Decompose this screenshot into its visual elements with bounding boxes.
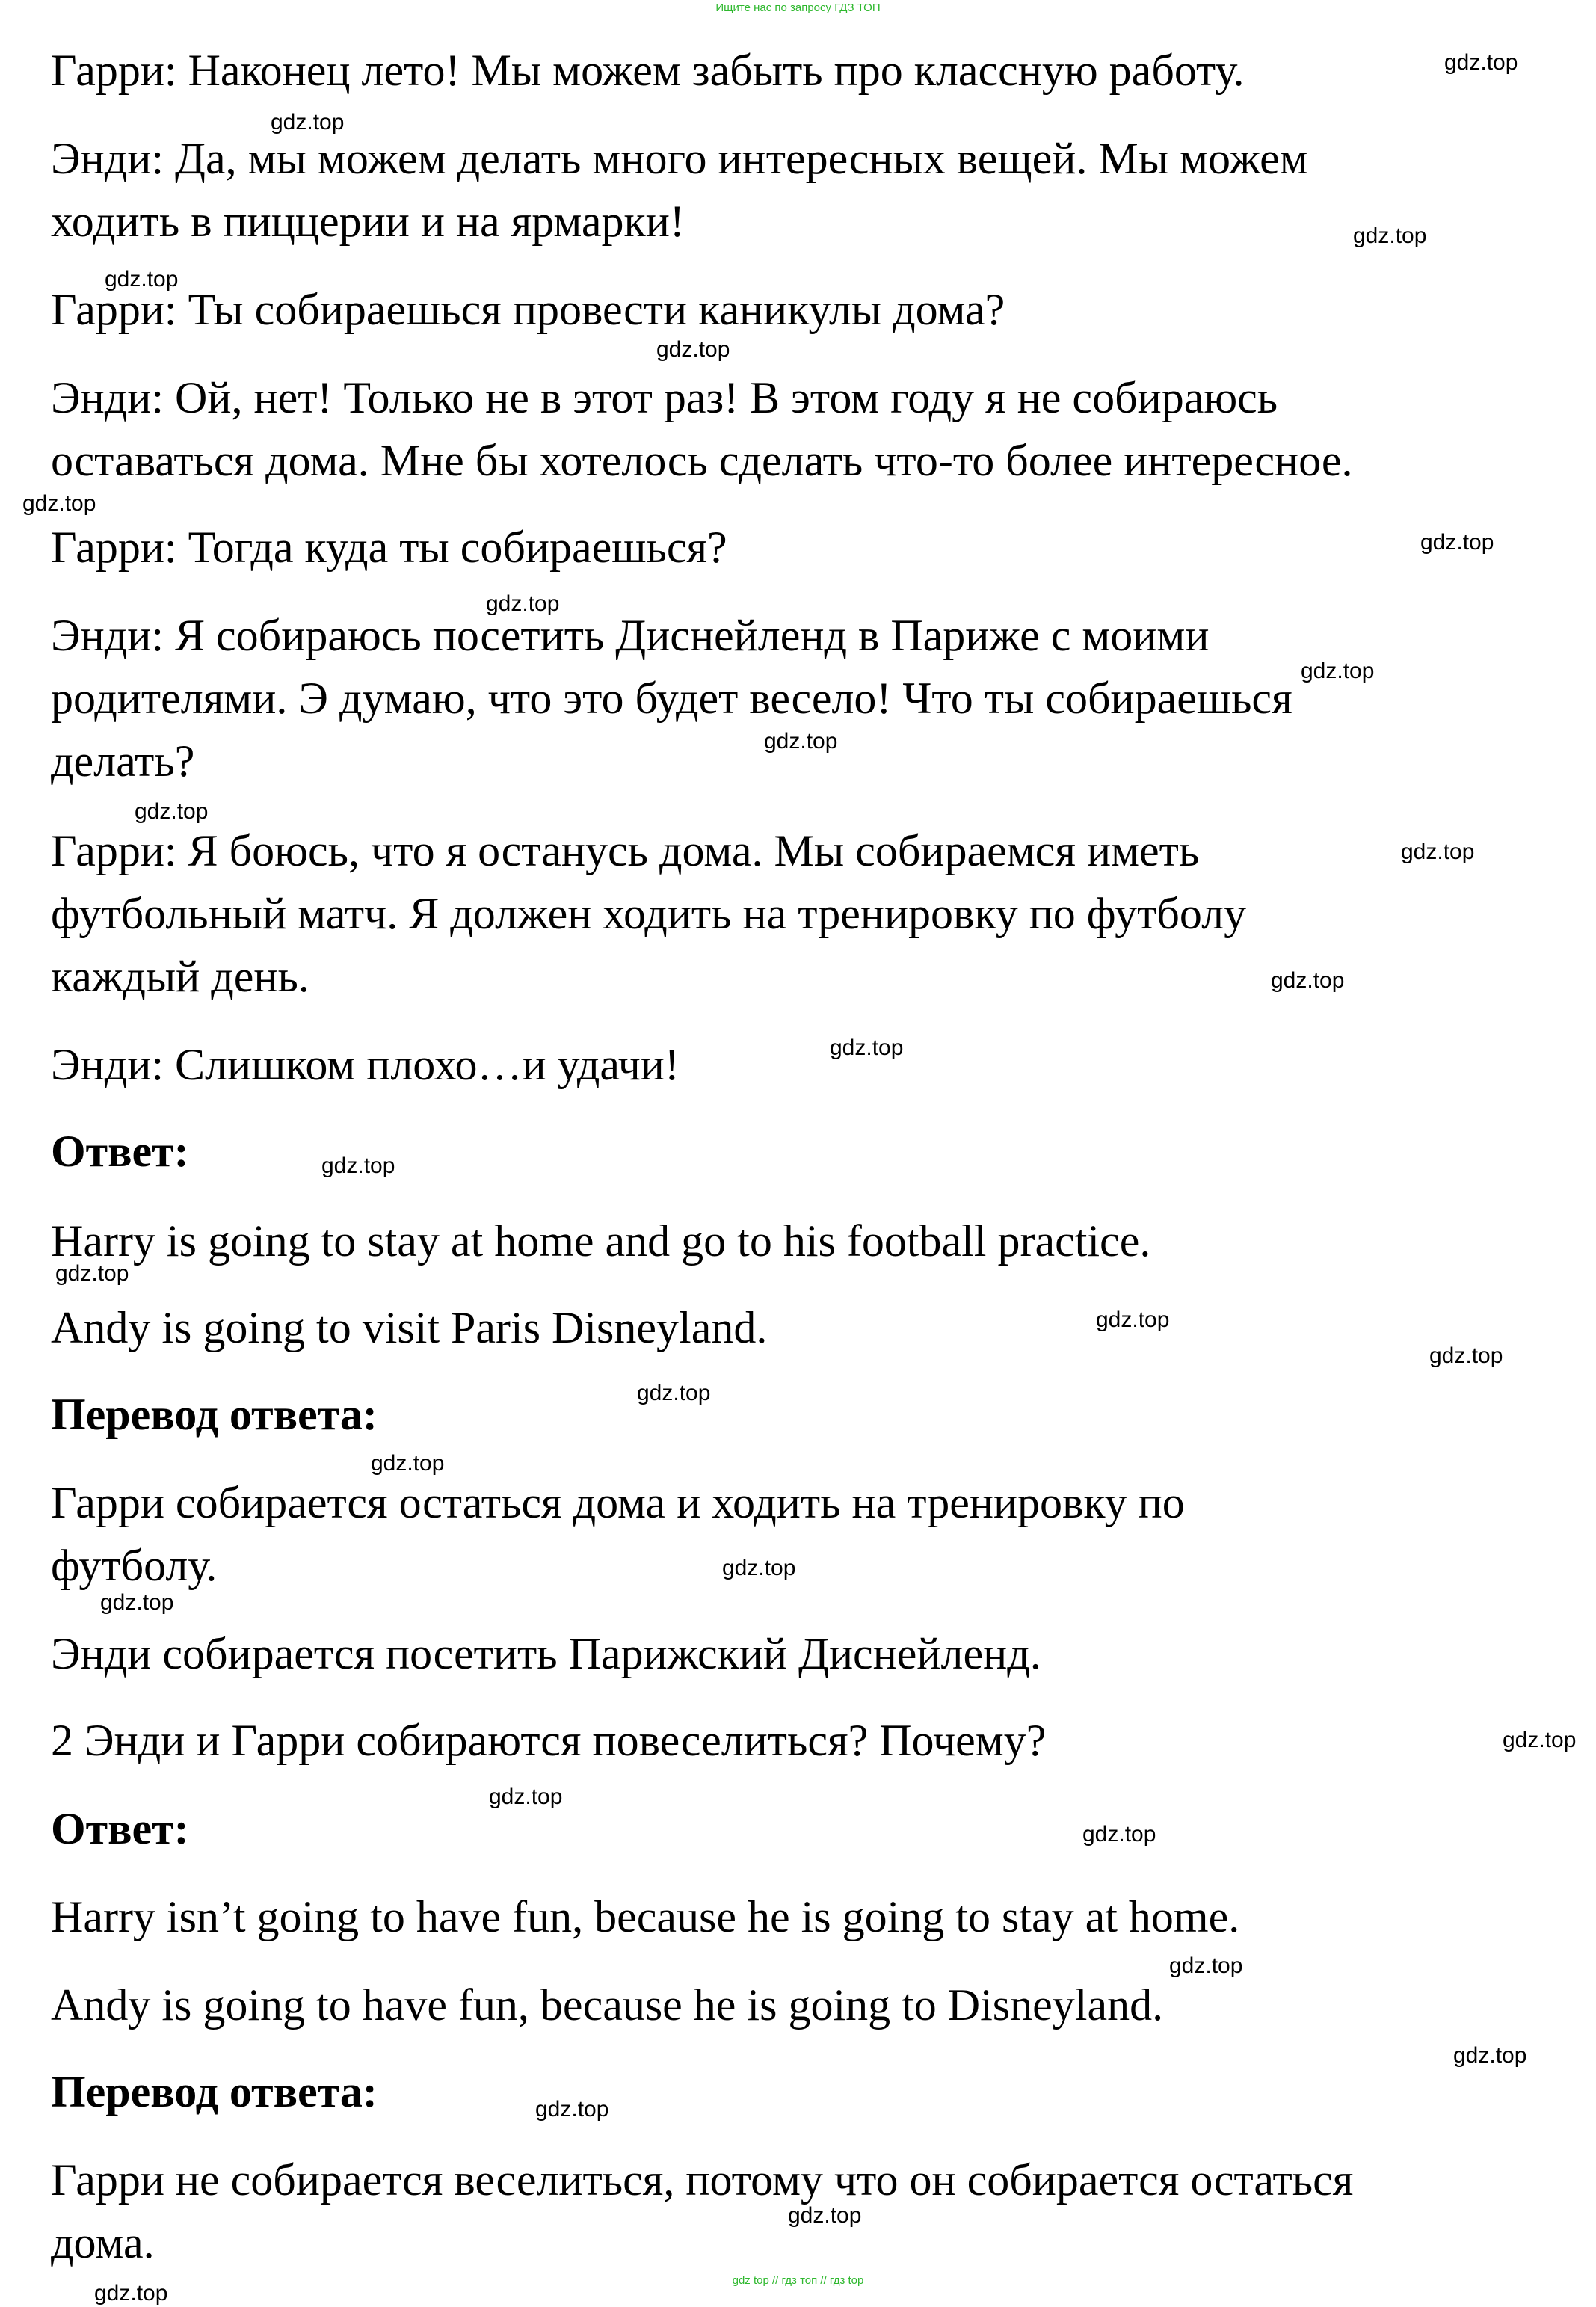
watermark: gdz.top	[94, 2281, 168, 2306]
dialogue-line: футбольный матч. Я должен ходить на тренировку по футболу	[51, 889, 1247, 938]
answer-line: Andy is going to visit Paris Disneyland.	[51, 1303, 768, 1352]
watermark: gdz.top	[1096, 1307, 1170, 1332]
watermark: gdz.top	[1503, 1728, 1577, 1752]
watermark: gdz.top	[1453, 2043, 1527, 2068]
watermark: gdz.top	[788, 2203, 862, 2228]
watermark: gdz.top	[722, 1556, 796, 1580]
dialogue-line: Гарри: Наконец лето! Мы можем забыть про классную работу.	[51, 46, 1245, 95]
watermark: gdz.top	[1401, 840, 1475, 864]
watermark: gdz.top	[1420, 530, 1494, 555]
dialogue-line: Энди: Ой, нет! Только не в этот раз! В этом году я не собираюсь	[51, 373, 1278, 422]
dialogue-line: делать?	[51, 736, 195, 786]
dialogue-line: каждый день.	[51, 952, 309, 1001]
dialogue-line: ходить в пиццерии и на ярмарки!	[51, 197, 685, 246]
watermark: gdz.top	[764, 729, 838, 754]
watermark: gdz.top	[1082, 1822, 1156, 1846]
watermark: gdz.top	[135, 799, 209, 824]
question-2: 2 Энди и Гарри собираются повеселиться? Почему?	[51, 1716, 1047, 1765]
translation-line: Гарри собирается остаться дома и ходить на тренировку по	[51, 1478, 1185, 1527]
top-banner: Ищите нас по запросу ГДЗ ТОП	[715, 1, 881, 14]
watermark: gdz.top	[489, 1784, 563, 1809]
watermark: gdz.top	[1169, 1953, 1243, 1978]
answer-line: Andy is going to have fun, because he is going to Disneyland.	[51, 1980, 1164, 2030]
watermark: gdz.top	[1444, 50, 1518, 75]
dialogue-line: родителями. Э думаю, что это будет весело! Что ты собираешься	[51, 674, 1292, 723]
dialogue-line: Гарри: Тогда куда ты собираешься?	[51, 523, 727, 572]
dialogue-line: оставаться дома. Мне бы хотелось сделать что-то более интересное.	[51, 436, 1353, 485]
watermark: gdz.top	[535, 2097, 609, 2122]
dialogue-line: Энди: Да, мы можем делать много интересных вещей. Мы можем	[51, 134, 1308, 183]
answer-heading: Ответ:	[51, 1127, 189, 1176]
dialogue-line: Гарри: Я боюсь, что я останусь дома. Мы собираемся иметь	[51, 826, 1200, 875]
watermark: gdz.top	[22, 491, 96, 516]
translation-line: Гарри не собирается веселиться, потому что он собирается остаться	[51, 2155, 1354, 2205]
watermark: gdz.top	[830, 1035, 904, 1060]
translation-line: дома.	[51, 2218, 155, 2267]
dialogue-line: Гарри: Ты собираешься провести каникулы дома?	[51, 285, 1005, 334]
watermark: gdz.top	[105, 267, 179, 292]
watermark: gdz.top	[1353, 224, 1427, 248]
answer-line: Harry is going to stay at home and go to his football practice.	[51, 1216, 1151, 1266]
watermark: gdz.top	[637, 1381, 711, 1405]
watermark: gdz.top	[656, 337, 730, 362]
translation-heading: Перевод ответа:	[51, 1390, 378, 1439]
dialogue-line: Энди: Я собираюсь посетить Диснейленд в Париже с моими	[51, 611, 1210, 660]
watermark: gdz.top	[55, 1261, 129, 1286]
answer-heading: Ответ:	[51, 1804, 189, 1853]
footer-banner: gdz top // гдз топ // гдз top	[732, 2274, 864, 2287]
watermark: gdz.top	[486, 591, 560, 616]
translation-line: футболу.	[51, 1541, 218, 1590]
watermark: gdz.top	[100, 1590, 174, 1615]
translation-heading: Перевод ответа:	[51, 2067, 378, 2116]
watermark: gdz.top	[1429, 1343, 1503, 1368]
watermark: gdz.top	[271, 110, 345, 135]
answer-line: Harry isn’t going to have fun, because he is going to stay at home.	[51, 1892, 1240, 1941]
watermark: gdz.top	[1271, 968, 1345, 993]
translation-line: Энди собирается посетить Парижский Диснейленд.	[51, 1629, 1041, 1678]
watermark: gdz.top	[321, 1154, 395, 1178]
watermark: gdz.top	[1301, 659, 1375, 683]
dialogue-line: Энди: Слишком плохо…и удачи!	[51, 1040, 680, 1089]
watermark: gdz.top	[371, 1451, 445, 1476]
